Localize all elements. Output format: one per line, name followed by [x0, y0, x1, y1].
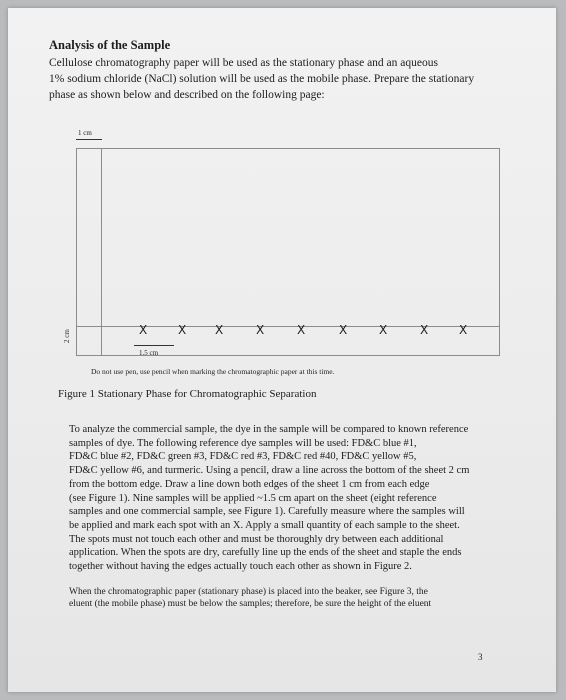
body-line: samples and one commercial sample, see Figure 1). Carefully measure where the samples will — [69, 506, 465, 518]
sample-mark: X — [215, 323, 224, 337]
page-number: 3 — [478, 652, 483, 662]
body-line: (see Figure 1). Nine samples will be applied ~1.5 cm apart on the sheet (eight reference — [69, 492, 437, 504]
intro-line: Cellulose chromatography paper will be used as the stationary phase and an aqueous — [49, 57, 438, 69]
one-cm-arrow — [76, 139, 102, 140]
section-heading: Analysis of the Sample — [49, 38, 171, 52]
spacing-label: 1.5 cm — [139, 349, 159, 357]
sample-mark: X — [297, 323, 306, 337]
sample-mark: X — [420, 323, 429, 337]
sample-mark: X — [256, 323, 265, 337]
figure-caption: Figure 1 Stationary Phase for Chromatographic Separation — [58, 388, 317, 400]
body-paragraph-2 — [69, 586, 499, 610]
pencil-note: Do not use pen, use pencil when marking the chromatographic paper at this time. — [91, 367, 335, 376]
body-line: FD&C blue #2, FD&C green #3, FD&C red #3, FD&C red #40, FD&C yellow #5, — [69, 451, 417, 463]
left-margin-line — [101, 149, 102, 355]
sample-mark: X — [339, 323, 348, 337]
body-line: samples of dye. The following reference dye samples will be used: FD&C blue #1, — [69, 437, 417, 449]
document-page — [8, 8, 556, 692]
two-cm-label: 2 cm — [63, 329, 71, 343]
sample-mark: X — [459, 323, 468, 337]
intro-line: phase as shown below and described on the following page: — [49, 89, 325, 101]
sample-mark: X — [379, 323, 388, 337]
body-line: eluent (the mobile phase) must be below the samples; therefore, be sure the height of the eluent — [69, 599, 432, 609]
body-line: The spots must not touch each other and must be thoroughly dry between each additional — [69, 533, 444, 545]
intro-paragraph — [49, 55, 509, 103]
body-line: from the bottom edge. Draw a line down both edges of the sheet 1 cm from each edge — [69, 478, 430, 490]
body-line: together without having the edges actually touch each other as shown in Figure 2. — [69, 561, 412, 573]
one-cm-label: 1 cm — [78, 129, 92, 137]
sample-mark: X — [139, 323, 148, 337]
body-line: be applied and mark each spot with an X. Apply a small quantity of each sample to the sheet. — [69, 519, 460, 531]
body-paragraph — [69, 423, 499, 574]
body-line: When the chromatographic paper (stationary phase) is placed into the beaker, see Figure 3, the — [69, 587, 428, 597]
intro-line: 1% sodium chloride (NaCl) solution will be used as the mobile phase. Prepare the stationary — [49, 73, 475, 85]
spacing-arrow — [134, 345, 174, 346]
body-line: FD&C yellow #6, and turmeric. Using a pencil, draw a line across the bottom of the sheet 2 cm — [69, 465, 470, 477]
body-line: To analyze the commercial sample, the dye in the sample will be compared to known reference — [69, 424, 469, 435]
body-line: application. When the spots are dry, carefully line up the ends of the sheet and staple the ends — [69, 547, 462, 559]
sample-mark: X — [178, 323, 187, 337]
